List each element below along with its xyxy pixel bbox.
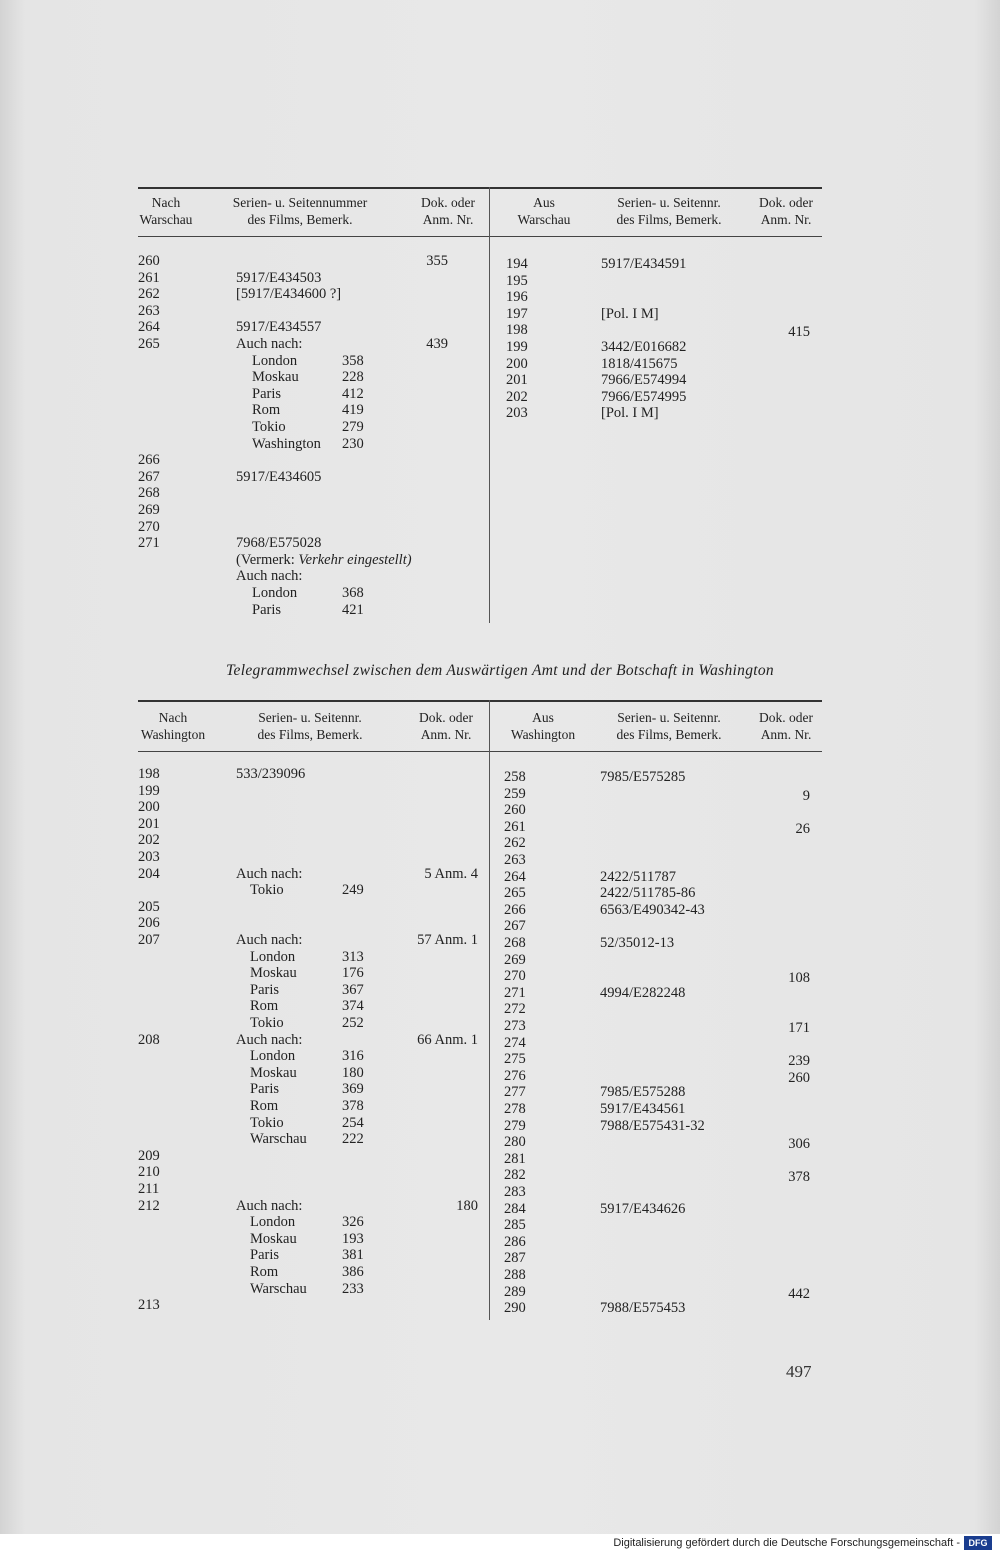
destination-number: 233 (342, 1280, 364, 1297)
film-reference: 5917/E434503 (236, 269, 322, 286)
header-aus-warschau: Aus Warschau (517, 195, 571, 227)
row-number: 267 (504, 918, 526, 935)
destination-number: 180 (342, 1064, 364, 1081)
destination-city: Moskau (250, 1064, 297, 1081)
film-reference: 533/239096 (236, 766, 306, 782)
film-reference: Auch nach: (236, 865, 303, 882)
dok-number: 239 (788, 1053, 810, 1070)
destination-city: Tokio (250, 882, 284, 899)
row-number: 283 (504, 1184, 526, 1200)
dok-number: 171 (788, 1020, 810, 1036)
film-reference: 52/35012-13 (600, 935, 675, 951)
row-number: 199 (506, 339, 528, 355)
destination-number: 419 (342, 402, 364, 419)
row-number: 279 (504, 1117, 526, 1134)
header-nach-washington: Nach Washington (140, 710, 206, 742)
destination-city: Moskau (250, 1230, 297, 1247)
table-washington (138, 700, 822, 1325)
film-reference: 5917/E434557 (236, 319, 322, 336)
row-number: 265 (504, 885, 526, 902)
header-serien-right: Serien- u. Seitennr. des Films, Bemerk. (616, 195, 722, 227)
row-number: 276 (504, 1067, 526, 1084)
film-reference: Auch nach: (236, 568, 303, 585)
row-number: 273 (504, 1018, 526, 1034)
row-number: 280 (504, 1134, 526, 1151)
row-number: 281 (504, 1150, 526, 1167)
destination-number: 313 (342, 948, 364, 965)
table-divider (489, 700, 490, 1320)
destination-city: Rom (252, 402, 281, 419)
destination-number: 230 (342, 435, 364, 452)
row-number: 263 (504, 852, 526, 868)
header-aus-washington: Aus Washington (510, 710, 576, 742)
destination-city: Rom (250, 998, 279, 1015)
row-number: 201 (506, 372, 528, 389)
row-number: 260 (138, 253, 160, 269)
film-reference: 6563/E490342-43 (600, 901, 705, 918)
row-number: 200 (506, 355, 528, 372)
film-reference: 1818/415675 (601, 355, 678, 372)
film-reference: 7985/E575288 (600, 1084, 686, 1101)
row-number: 270 (138, 518, 160, 535)
row-number: 262 (504, 835, 526, 852)
film-reference: [Pol. I M] (601, 405, 659, 422)
table-header-rule (138, 236, 822, 237)
table-top-rule (138, 187, 822, 189)
row-number: 289 (504, 1283, 526, 1300)
header-serien-right: Serien- u. Seitennr. des Films, Bemerk. (616, 710, 722, 742)
destination-city: London (250, 1214, 296, 1231)
destination-city: London (250, 948, 296, 965)
row-number: 266 (504, 901, 526, 918)
row-number: 260 (504, 802, 526, 819)
film-reference: 7988/E575431-32 (600, 1117, 705, 1134)
row-number: 287 (504, 1250, 526, 1267)
destination-number: 176 (342, 965, 364, 982)
film-reference: Auch nach: (236, 1197, 303, 1214)
destination-number: 316 (342, 1048, 364, 1065)
destination-number: 378 (342, 1098, 364, 1114)
row-number: 207 (138, 932, 160, 948)
dok-number: 260 (788, 1069, 810, 1086)
row-number: 274 (504, 1034, 526, 1051)
film-reference: 2422/511785-86 (600, 885, 696, 902)
destination-city: Rom (250, 1098, 279, 1114)
row-number: 210 (138, 1164, 160, 1181)
film-reference: 7985/E575285 (600, 769, 686, 785)
row-number: 213 (138, 1297, 160, 1314)
row-number: 202 (138, 832, 160, 849)
row-number: 263 (138, 302, 160, 319)
destination-number: 279 (342, 419, 364, 435)
dok-number: 57 Anm. 1 (417, 932, 478, 948)
dok-number: 415 (788, 324, 810, 341)
destination-number: 254 (342, 1114, 364, 1131)
table-warschau (138, 187, 822, 627)
film-reference: [5917/E434600 ?] (236, 286, 342, 303)
destination-city: Paris (250, 1081, 279, 1098)
destination-number: 369 (342, 1081, 364, 1098)
destination-number: 222 (342, 1131, 364, 1148)
row-number: 265 (138, 336, 160, 352)
film-reference: 7966/E574995 (601, 388, 687, 405)
row-number: 212 (138, 1197, 160, 1214)
header-dok-left: Dok. oder Anm. Nr. (421, 195, 475, 227)
row-number: 284 (504, 1200, 526, 1217)
footer-bar (0, 1534, 1000, 1554)
row-number: 264 (504, 868, 526, 885)
dok-number: 9 (802, 787, 810, 804)
row-number: 196 (506, 289, 528, 306)
row-number: 278 (504, 1101, 526, 1117)
dok-number: 442 (788, 1285, 810, 1302)
destination-city: London (252, 585, 298, 601)
row-number: 275 (504, 1051, 526, 1068)
film-reference: Auch nach: (236, 1031, 303, 1048)
row-number: 271 (504, 984, 526, 1001)
row-number: 277 (504, 1084, 526, 1101)
destination-number: 252 (342, 1015, 364, 1031)
dok-number: 180 (456, 1197, 478, 1214)
row-number: 199 (138, 782, 160, 799)
row-number: 201 (138, 815, 160, 832)
film-reference: 4994/E282248 (600, 984, 686, 1001)
row-number: 267 (138, 468, 160, 485)
row-number: 208 (138, 1031, 160, 1048)
row-number: 206 (138, 915, 160, 932)
destination-city: Rom (250, 1264, 279, 1280)
header-dok-right: Dok. oder Anm. Nr. (759, 710, 813, 742)
row-number: 198 (506, 322, 528, 339)
row-number: 264 (138, 319, 160, 336)
film-reference: 7988/E575453 (600, 1300, 686, 1317)
film-reference: (Vermerk: Verkehr eingestellt) (236, 551, 412, 568)
film-reference: 5917/E434591 (601, 256, 687, 272)
row-number: 261 (504, 818, 526, 835)
destination-number: 193 (342, 1230, 364, 1247)
row-number: 266 (138, 452, 160, 469)
destination-number: 374 (342, 998, 364, 1015)
film-reference: [Pol. I M] (601, 305, 659, 322)
destination-number: 326 (342, 1214, 364, 1231)
destination-number: 368 (342, 585, 364, 601)
row-number: 269 (138, 502, 160, 518)
page-number: 497 (786, 1362, 812, 1381)
dok-number: 439 (426, 336, 448, 352)
film-reference: Auch nach: (236, 336, 303, 352)
destination-city: Tokio (250, 1015, 284, 1031)
row-number: 194 (506, 256, 528, 272)
dok-number: 66 Anm. 1 (417, 1031, 478, 1048)
film-note-italic: Verkehr eingestellt) (298, 551, 412, 568)
row-number: 204 (138, 865, 160, 882)
dok-number: 355 (426, 253, 448, 269)
row-number: 198 (138, 766, 160, 782)
row-number: 195 (506, 272, 528, 289)
destination-city: Paris (252, 601, 281, 618)
header-nach-warschau: Nach Warschau (139, 195, 193, 227)
dok-number: 5 Anm. 4 (424, 865, 478, 882)
destination-city: Paris (250, 1247, 279, 1264)
dok-number: 306 (788, 1136, 810, 1153)
row-number: 203 (138, 849, 160, 865)
film-reference: 5917/E434561 (600, 1101, 686, 1117)
table-top-rule (138, 700, 822, 702)
row-number: 282 (504, 1167, 526, 1184)
header-serien-left: Serien- u. Seitennr. des Films, Bemerk. (257, 710, 363, 742)
destination-city: Paris (252, 385, 281, 402)
row-number: 203 (506, 405, 528, 422)
destination-city: Warschau (250, 1131, 307, 1148)
table-caption: Telegrammwechsel zwischen dem Auswärtigen Amt und der Botschaft in Washington (226, 662, 774, 679)
destination-number: 358 (342, 352, 364, 369)
film-reference: 7968/E575028 (236, 535, 322, 552)
row-number: 200 (138, 799, 160, 816)
destination-city: Tokio (250, 1114, 284, 1131)
film-reference: 2422/511787 (600, 868, 676, 885)
row-number: 271 (138, 535, 160, 552)
destination-city: Paris (250, 981, 279, 998)
row-number: 258 (504, 769, 526, 785)
destination-number: 421 (342, 601, 364, 618)
destination-city: London (250, 1048, 296, 1065)
destination-city: Washington (252, 435, 321, 452)
header-dok-left: Dok. oder Anm. Nr. (419, 710, 473, 742)
destination-city: Moskau (250, 965, 297, 982)
destination-number: 367 (342, 981, 364, 998)
header-dok-right: Dok. oder Anm. Nr. (759, 195, 813, 227)
row-number: 197 (506, 305, 528, 322)
row-number: 269 (504, 951, 526, 968)
destination-number: 228 (342, 369, 364, 386)
row-number: 211 (138, 1181, 160, 1197)
destination-number: 381 (342, 1247, 364, 1264)
table-header-rule (138, 751, 822, 752)
table-divider (489, 187, 490, 623)
destination-number: 412 (342, 385, 364, 402)
row-number: 209 (138, 1147, 160, 1164)
film-reference: Auch nach: (236, 932, 303, 948)
header-serien-left: Serien- u. Seitennummer des Films, Bemerk. (232, 195, 368, 227)
row-number: 261 (138, 269, 160, 286)
destination-city: Tokio (252, 419, 286, 435)
dfg-logo: DFG (964, 1536, 992, 1550)
destination-city: Warschau (250, 1280, 307, 1297)
dok-number: 378 (788, 1169, 810, 1186)
row-number: 268 (504, 935, 526, 951)
dok-number: 26 (795, 820, 810, 837)
row-number: 285 (504, 1217, 526, 1234)
row-number: 286 (504, 1233, 526, 1250)
row-number: 272 (504, 1001, 526, 1018)
row-number: 205 (138, 898, 160, 915)
film-reference: 7966/E574994 (601, 372, 687, 389)
destination-city: London (252, 352, 298, 369)
destination-city: Moskau (252, 369, 299, 386)
film-reference: 5917/E434605 (236, 468, 322, 485)
row-number: 268 (138, 485, 160, 502)
row-number: 288 (504, 1267, 526, 1283)
destination-number: 249 (342, 882, 364, 899)
destination-number: 386 (342, 1264, 364, 1280)
row-number: 290 (504, 1300, 526, 1317)
row-number: 262 (138, 286, 160, 303)
film-reference: 3442/E016682 (601, 339, 687, 355)
row-number: 259 (504, 785, 526, 802)
row-number: 202 (506, 388, 528, 405)
row-number: 270 (504, 968, 526, 985)
footer-credit: Digitalisierung gefördert durch die Deutsche Forschungsgemeinschaft - (613, 1537, 960, 1549)
film-reference: 5917/E434626 (600, 1200, 686, 1217)
dok-number: 108 (788, 970, 810, 987)
